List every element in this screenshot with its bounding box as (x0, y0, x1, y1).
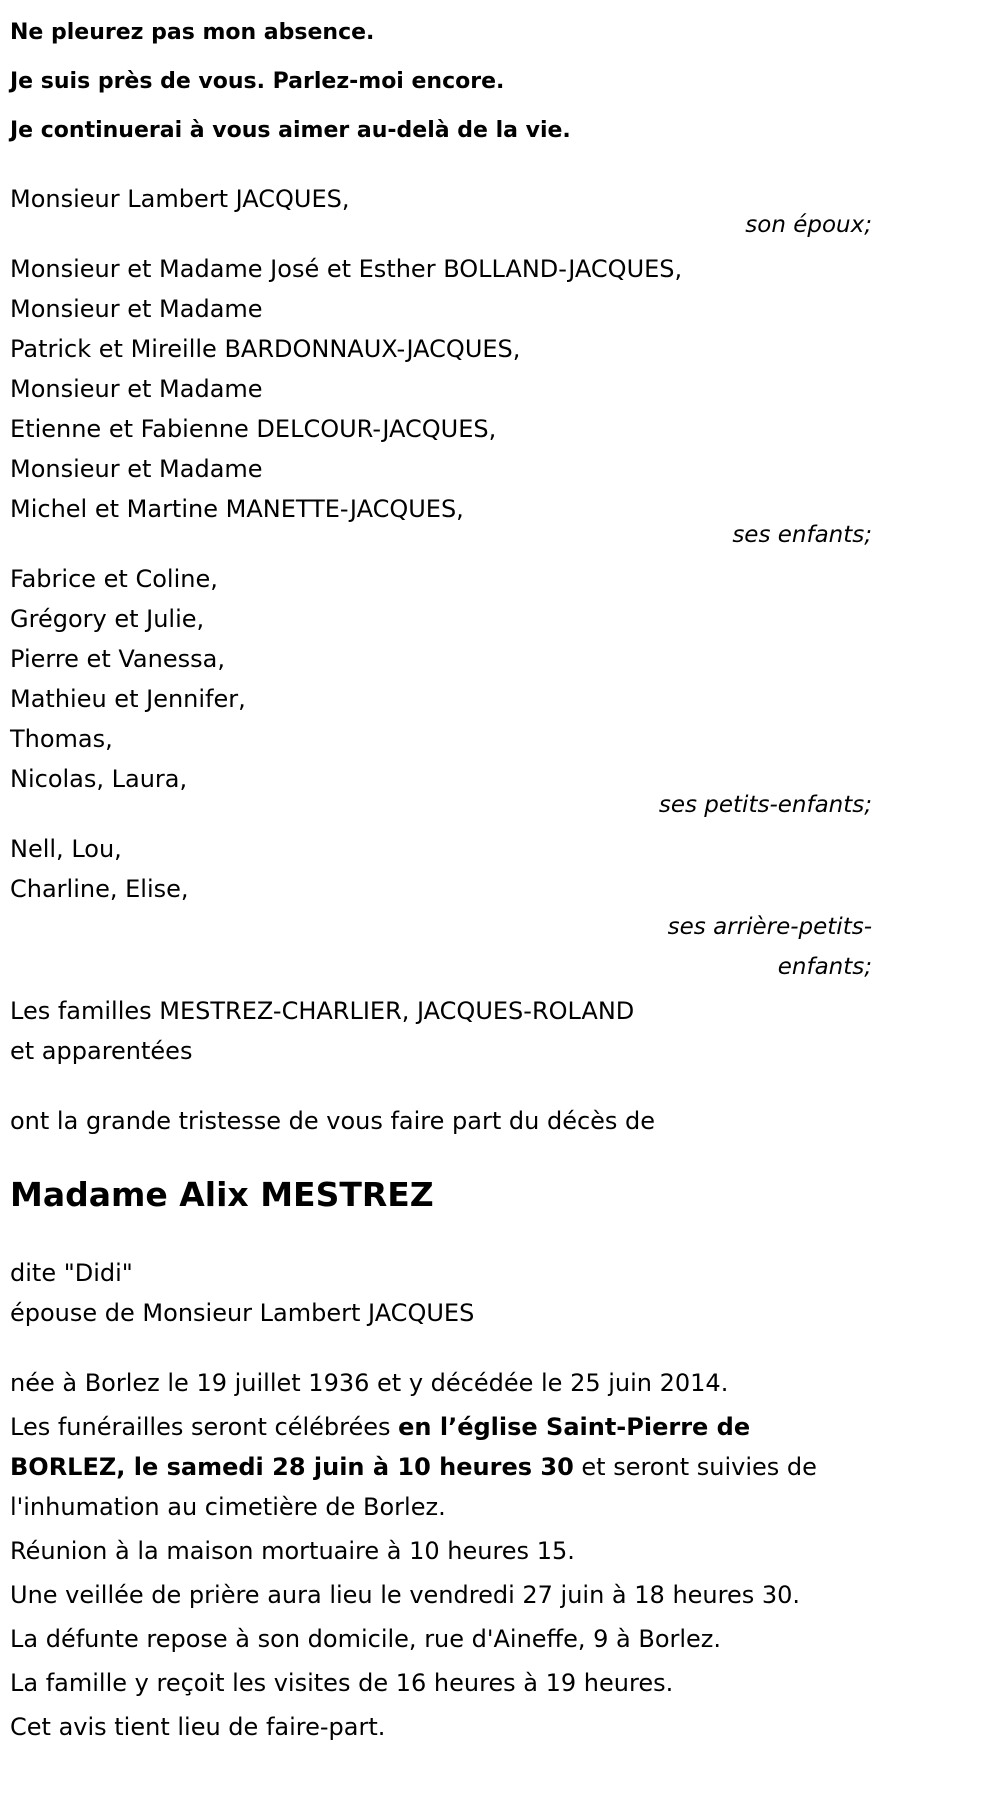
grandchildren-line-3: Pierre et Vanessa, (10, 645, 225, 673)
great-grandchildren-relation-line-2: enfants; (777, 954, 872, 980)
announcement-text: ont la grande tristesse de vous faire part du décès de (10, 1107, 656, 1135)
funeral-suffix: et seront suivies de l'inhumation au cimetière de Borlez. (10, 1453, 817, 1521)
great-grandchildren-line-2: Charline, Elise, (10, 875, 189, 903)
birth-death-text: née à Borlez le 19 juillet 1936 et y décédée le 25 juin 2014. (10, 1369, 729, 1397)
grandchildren-line-6: Nicolas, Laura, (10, 765, 188, 793)
families-line-1: Les familles MESTREZ-CHARLIER, JACQUES-ROLAND (10, 997, 635, 1025)
poem-block (10, 8, 872, 155)
great-grandchildren-relation (10, 907, 872, 987)
children-line-3: Patrick et Mireille BARDONNAUX-JACQUES, (10, 335, 521, 363)
vigil-text: Une veillée de prière aura lieu le vendredi 27 juin à 18 heures 30. (10, 1581, 801, 1609)
children-line-5: Etienne et Fabienne DELCOUR-JACQUES, (10, 415, 497, 443)
grandchildren-relation: ses petits-enfants; (658, 792, 872, 818)
grandchildren-block (10, 559, 872, 825)
details-block (10, 1363, 872, 1747)
great-grandchildren-line-1: Nell, Lou, (10, 835, 122, 863)
notice-text: Cet avis tient lieu de faire-part. (10, 1713, 386, 1741)
children-line-4: Monsieur et Madame (10, 375, 263, 403)
children-line-6: Monsieur et Madame (10, 455, 263, 483)
meeting-text: Réunion à la maison mortuaire à 10 heures 15. (10, 1537, 575, 1565)
children-line-2: Monsieur et Madame (10, 295, 263, 323)
deceased-name: Madame Alix MESTREZ (10, 1175, 434, 1214)
spouse-name: Monsieur Lambert JACQUES, (10, 185, 350, 213)
families-block (10, 991, 872, 1071)
spouse-relation: son époux; (745, 212, 872, 238)
grandchildren-line-5: Thomas, (10, 725, 113, 753)
children-line-1: Monsieur et Madame José et Esther BOLLAND-JACQUES, (10, 255, 683, 283)
deceased-info-block (10, 1253, 872, 1333)
great-grandchildren-relation-line-1: ses arrière-petits- (667, 914, 872, 940)
funeral-bold-details: en l’église Saint-Pierre de BORLEZ, le samedi 28 juin à 10 heures 30 (10, 1413, 751, 1481)
children-block (10, 249, 872, 555)
deceased-spouse-of: épouse de Monsieur Lambert JACQUES (10, 1299, 475, 1327)
children-line-7: Michel et Martine MANETTE-JACQUES, (10, 495, 464, 523)
grandchildren-line-4: Mathieu et Jennifer, (10, 685, 246, 713)
funeral-prefix: Les funérailles seront célébrées (10, 1413, 399, 1441)
death-notice-content (10, 8, 872, 1747)
great-grandchildren-block (10, 829, 872, 987)
funeral-text (10, 1407, 872, 1527)
children-relation: ses enfants; (732, 522, 872, 548)
poem-line-1: Ne pleurez pas mon absence. (10, 20, 375, 45)
spouse-block (10, 179, 872, 245)
families-line-2: et apparentées (10, 1037, 193, 1065)
deceased-nickname: dite "Didi" (10, 1259, 133, 1287)
grandchildren-line-2: Grégory et Julie, (10, 605, 205, 633)
rest-text: La défunte repose à son domicile, rue d'Aineffe, 9 à Borlez. (10, 1625, 722, 1653)
poem-line-3: Je continuerai à vous aimer au-delà de la vie. (10, 118, 571, 143)
visits-text: La famille y reçoit les visites de 16 heures à 19 heures. (10, 1669, 674, 1697)
grandchildren-line-1: Fabrice et Coline, (10, 565, 218, 593)
poem-line-2: Je suis près de vous. Parlez-moi encore. (10, 69, 505, 94)
